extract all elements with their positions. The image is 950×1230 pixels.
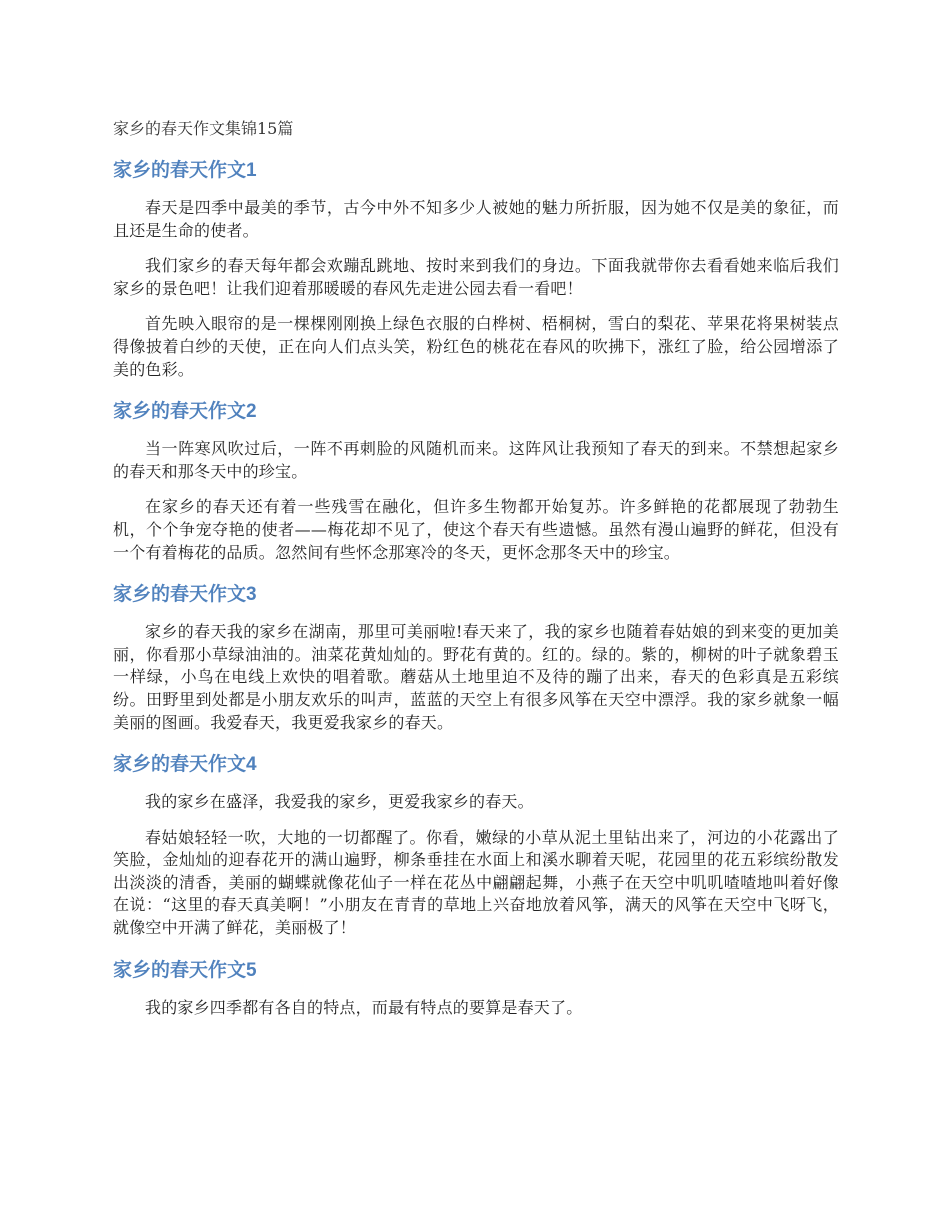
paragraph: 春姑娘轻轻一吹，大地的一切都醒了。你看，嫩绿的小草从泥土里钻出来了，河边的小花露出了笑脸，金灿灿的迎春花开的满山遍野，柳条垂挂在水面上和溪水聊着天呢，花园里的花五彩缤纷散发出淡淡的清香，美丽的蝴蝶就像花仙子一样在花丛中翩翩起舞，小燕子在天空中叽叽喳喳地叫着好像在说：“这里的春天真美啊！”小朋友在青青的草地上兴奋地放着风筝，满天的风筝在天空中飞呀飞，就像空中开满了鲜花，美丽极了！ xyxy=(113,827,839,938)
paragraph: 我的家乡四季都有各自的特点，而最有特点的要算是春天了。 xyxy=(145,997,583,1017)
essay-section-1 xyxy=(113,158,839,381)
paragraph: 我的家乡在盛泽，我爱我的家乡，更爱我家乡的春天。 xyxy=(145,792,534,812)
essay-section-4 xyxy=(113,752,839,940)
section-heading: 家乡的春天作文1 xyxy=(113,160,257,181)
paragraph: 我们家乡的春天每年都会欢蹦乱跳地、按时来到我们的身边。下面我就带你去看看她来临后我们家乡的景色吧！让我们迎着那暖暖的春风先走进公园去看一看吧！ xyxy=(113,256,839,298)
section-heading: 家乡的春天作文2 xyxy=(113,401,257,423)
paragraph: 首先映入眼帘的是一棵棵刚刚换上绿色衣服的白桦树、梧桐树，雪白的梨花、苹果花将果树装点得像披着白纱的天使，正在向人们点头笑，粉红色的桃花在春风的吹拂下，涨红了脸，给公园增添了美的色彩。 xyxy=(113,314,839,379)
paragraph: 春天是四季中最美的季节，古今中外不知多少人被她的魅力所折服，因为她不仅是美的象征，而且还是生命的使者。 xyxy=(113,198,839,240)
section-heading: 家乡的春天作文4 xyxy=(113,754,257,776)
paragraph: 家乡的春天我的家乡在湖南，那里可美丽啦!春天来了，我的家乡也随着春姑娘的到来变的更加美丽，你看那小草绿油油的。油菜花黄灿灿的。野花有黄的。红的。绿的。紫的，柳树的叶子就象碧玉一样绿，小鸟在电线上欢快的唱着歌。蘑菇从土地里迫不及待的蹦了出来，春天的色彩真是五彩缤纷。田野里到处都是小朋友欢乐的叫声，蓝蓝的天空上有很多风筝在天空中漂浮。我的家乡就象一幅美丽的图画。我爱春天，我更爱我家乡的春天。 xyxy=(113,622,839,732)
essay-section-2 xyxy=(113,399,839,564)
essay-section-3 xyxy=(113,582,839,734)
section-heading: 家乡的春天作文3 xyxy=(113,584,257,606)
essay-section-5 xyxy=(113,958,839,1020)
document-title: 家乡的春天作文集锦15篇 xyxy=(113,119,294,138)
paragraph: 当一阵寒风吹过后，一阵不再刺脸的风随机而来。这阵风让我预知了春天的到来。不禁想起家乡的春天和那冬天中的珍宝。 xyxy=(113,439,839,481)
paragraph: 在家乡的春天还有着一些残雪在融化，但许多生物都开始复苏。许多鲜艳的花都展现了勃勃生机，个个争宠夺艳的使者——梅花却不见了，使这个春天有些遗憾。虽然有漫山遍野的鲜花，但没有一个有着梅花的品质。忽然间有些怀念那寒冷的冬天，更怀念那冬天中的珍宝。 xyxy=(113,497,839,562)
section-heading: 家乡的春天作文5 xyxy=(113,959,257,981)
document-page xyxy=(113,118,839,1037)
